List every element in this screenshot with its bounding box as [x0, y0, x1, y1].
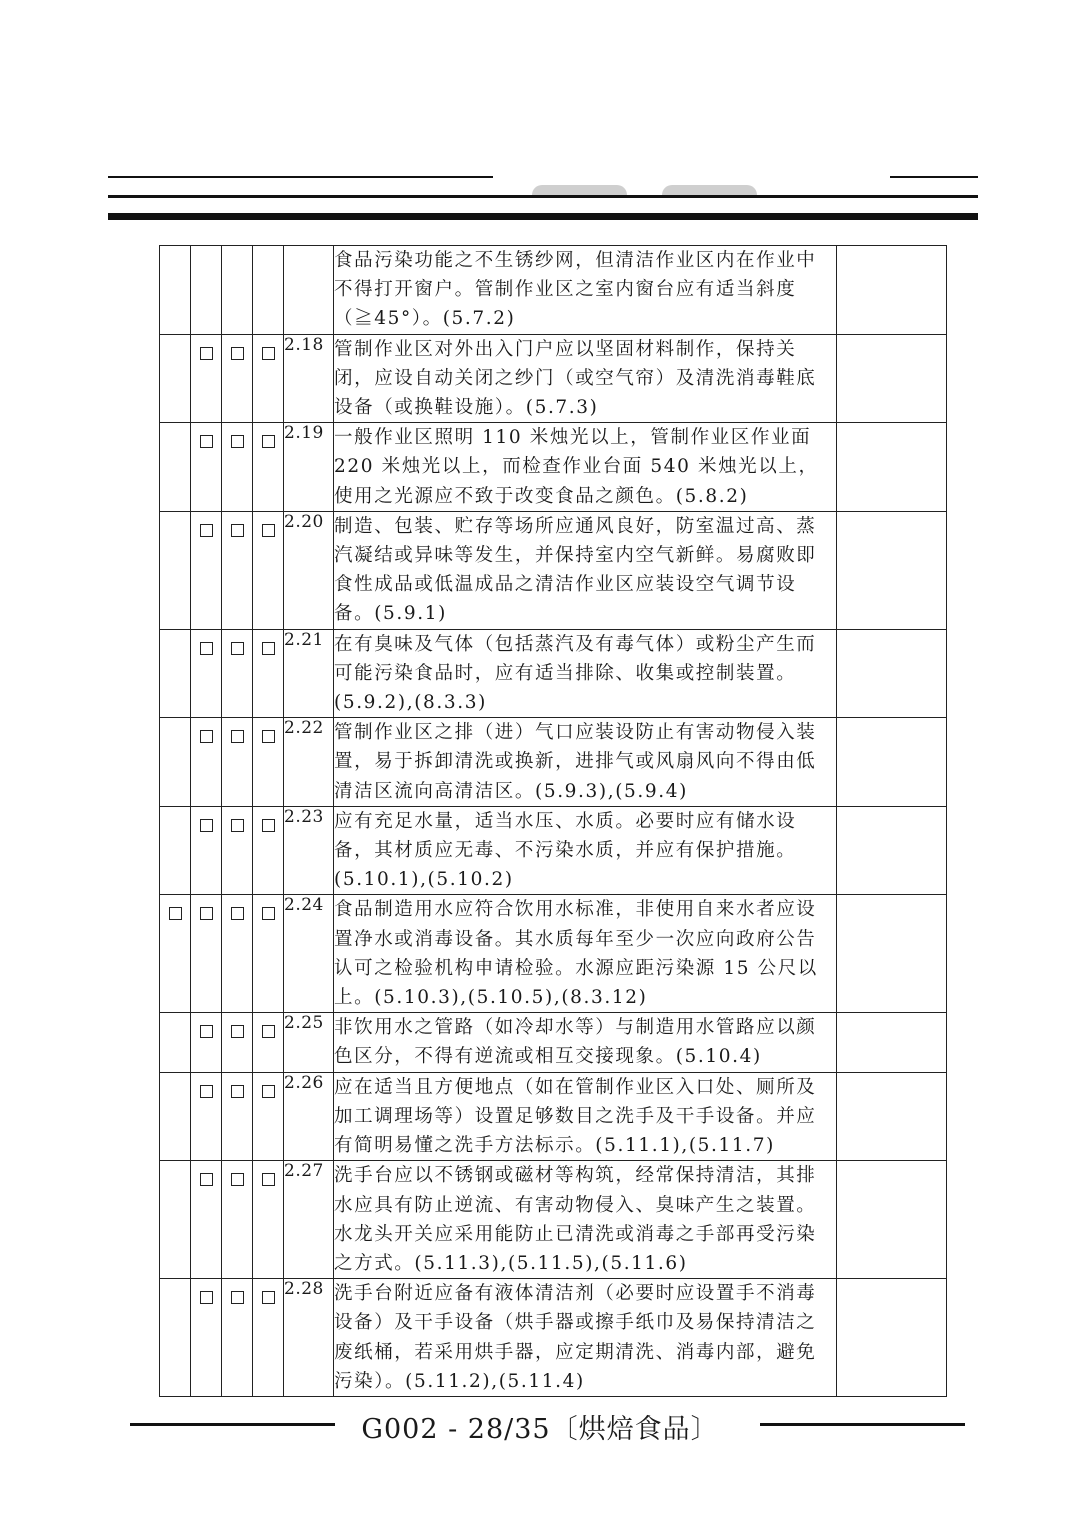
checkbox[interactable]: [262, 435, 275, 448]
item-text: 一般作业区照明 110 米烛光以上，管制作业区作业面 220 米烛光以上，而检查作业台面 540 米烛光以上，使用之光源应不致于改变食品之颜色。(5.8.2): [334, 423, 837, 512]
check-column-1: [160, 1013, 191, 1072]
checkbox[interactable]: [231, 435, 244, 448]
checkbox[interactable]: [200, 1291, 213, 1304]
check-column-3: [222, 1013, 253, 1072]
checkbox[interactable]: [200, 1173, 213, 1186]
check-column-2: [191, 1013, 222, 1072]
checklist-row: [160, 423, 947, 512]
item-number: 2.26: [284, 1072, 334, 1161]
remarks-cell[interactable]: [837, 423, 947, 512]
checkbox[interactable]: [200, 347, 213, 360]
check-column-1: [160, 629, 191, 718]
checkbox[interactable]: [231, 1291, 244, 1304]
checkbox[interactable]: [262, 1025, 275, 1038]
check-column-1: [160, 895, 191, 1013]
check-column-4: [253, 895, 284, 1013]
check-column-1: [160, 423, 191, 512]
check-column-3: [222, 246, 253, 335]
check-column-2: [191, 511, 222, 629]
remarks-cell[interactable]: [837, 1279, 947, 1397]
checklist-row: [160, 511, 947, 629]
checkbox[interactable]: [231, 907, 244, 920]
checkbox[interactable]: [231, 819, 244, 832]
check-column-4: [253, 718, 284, 807]
checkbox[interactable]: [231, 1025, 244, 1038]
item-text: 应在适当且方便地点（如在管制作业区入口处、厕所及加工调理场等）设置足够数目之洗手及干手设备。并应有简明易懂之洗手方法标示。(5.11.1),(5.11.7): [334, 1072, 837, 1161]
checkbox[interactable]: [262, 730, 275, 743]
checklist-row: [160, 246, 947, 335]
item-text: 制造、包装、贮存等场所应通风良好，防室温过高、蒸汽凝结或异味等发生，并保持室内空气新鲜。易腐败即食性成品或低温成品之清洁作业区应装设空气调节设备。(5.9.1): [334, 511, 837, 629]
checklist-row: [160, 718, 947, 807]
check-column-3: [222, 511, 253, 629]
checkbox[interactable]: [262, 1085, 275, 1098]
check-column-3: [222, 1279, 253, 1397]
checkbox[interactable]: [231, 347, 244, 360]
check-column-3: [222, 629, 253, 718]
checklist-row: [160, 334, 947, 423]
check-column-3: [222, 334, 253, 423]
check-column-2: [191, 718, 222, 807]
header-rule-thin-right: [890, 176, 978, 178]
checklist-row: [160, 806, 947, 895]
item-number: 2.19: [284, 423, 334, 512]
item-number: 2.18: [284, 334, 334, 423]
checklist-row: [160, 1279, 947, 1397]
check-column-1: [160, 334, 191, 423]
check-column-1: [160, 511, 191, 629]
checkbox[interactable]: [262, 1291, 275, 1304]
checkbox[interactable]: [200, 435, 213, 448]
check-column-4: [253, 1161, 284, 1279]
header-gray-mark-1: [532, 185, 627, 195]
item-number: [284, 246, 334, 335]
check-column-1: [160, 1279, 191, 1397]
item-number: 2.23: [284, 806, 334, 895]
checklist-table: [159, 245, 947, 1397]
check-column-4: [253, 334, 284, 423]
checkbox[interactable]: [231, 730, 244, 743]
check-column-3: [222, 806, 253, 895]
checkbox[interactable]: [262, 907, 275, 920]
item-text: 洗手台应以不锈钢或磁材等构筑，经常保持清洁，其排水应具有防止逆流、有害动物侵入、臭味产生之装置。水龙头开关应采用能防止已清洗或消毒之手部再受污染之方式。(5.11.3),(5.11.5),(5.11.6): [334, 1161, 837, 1279]
checkbox[interactable]: [200, 907, 213, 920]
check-column-4: [253, 511, 284, 629]
check-column-1: [160, 806, 191, 895]
check-column-3: [222, 423, 253, 512]
check-column-2: [191, 334, 222, 423]
header-rule-thin-left: [108, 176, 493, 178]
check-column-1: [160, 1072, 191, 1161]
item-number: 2.28: [284, 1279, 334, 1397]
item-number: 2.21: [284, 629, 334, 718]
check-column-4: [253, 423, 284, 512]
check-column-4: [253, 1279, 284, 1397]
check-column-2: [191, 1072, 222, 1161]
item-text: 管制作业区之排（进）气口应装设防止有害动物侵入装置，易于拆卸清洗或换新，进排气或风扇风向不得由低清洁区流向高清洁区。(5.9.3),(5.9.4): [334, 718, 837, 807]
remarks-cell[interactable]: [837, 1161, 947, 1279]
page-footer: G002 - 28/35〔烘焙食品〕: [361, 1414, 719, 1445]
checkbox[interactable]: [231, 1085, 244, 1098]
checkbox[interactable]: [231, 642, 244, 655]
check-column-2: [191, 423, 222, 512]
remarks-cell[interactable]: [837, 806, 947, 895]
item-number: 2.27: [284, 1161, 334, 1279]
item-text: 管制作业区对外出入门户应以坚固材料制作，保持关闭，应设自动关闭之纱门（或空气帘）及清洗消毒鞋底设备（或换鞋设施）。(5.7.3): [334, 334, 837, 423]
check-column-2: [191, 629, 222, 718]
checkbox[interactable]: [231, 524, 244, 537]
checkbox[interactable]: [200, 1025, 213, 1038]
item-text: 食品污染功能之不生锈纱网，但清洁作业区内在作业中不得打开窗户。管制作业区之室内窗台应有适当斜度（≧45°）。(5.7.2): [334, 246, 837, 335]
item-text: 在有臭味及气体（包括蒸汽及有毒气体）或粉尘产生而可能污染食品时，应有适当排除、收集或控制装置。(5.9.2),(8.3.3): [334, 629, 837, 718]
check-column-4: [253, 1072, 284, 1161]
check-column-2: [191, 246, 222, 335]
check-column-2: [191, 806, 222, 895]
checklist-row: [160, 629, 947, 718]
checkbox[interactable]: [200, 819, 213, 832]
check-column-3: [222, 718, 253, 807]
check-column-4: [253, 1013, 284, 1072]
check-column-4: [253, 806, 284, 895]
header-rule-middle: [108, 195, 978, 198]
remarks-cell[interactable]: [837, 895, 947, 1013]
item-number: 2.25: [284, 1013, 334, 1072]
item-number: 2.22: [284, 718, 334, 807]
checkbox[interactable]: [169, 907, 182, 920]
check-column-2: [191, 895, 222, 1013]
item-number: 2.20: [284, 511, 334, 629]
checkbox[interactable]: [200, 1085, 213, 1098]
checkbox[interactable]: [262, 642, 275, 655]
check-column-3: [222, 1072, 253, 1161]
remarks-cell[interactable]: [837, 1072, 947, 1161]
header-gray-mark-2: [662, 185, 757, 195]
item-number: 2.24: [284, 895, 334, 1013]
check-column-1: [160, 718, 191, 807]
checklist-row: [160, 1072, 947, 1161]
check-column-3: [222, 1161, 253, 1279]
footer-rule-right: [760, 1423, 965, 1426]
remarks-cell[interactable]: [837, 511, 947, 629]
checkbox[interactable]: [262, 819, 275, 832]
item-text: 洗手台附近应备有液体清洁剂（必要时应设置手不消毒设备）及干手设备（烘手器或擦手纸巾及易保持清洁之废纸桶，若采用烘手器，应定期清洗、消毒内部，避免污染）。(5.11.2),(5.11.4): [334, 1279, 837, 1397]
remarks-cell[interactable]: [837, 1013, 947, 1072]
checkbox[interactable]: [200, 730, 213, 743]
checklist-row: [160, 1161, 947, 1279]
remarks-cell[interactable]: [837, 629, 947, 718]
checkbox[interactable]: [262, 1173, 275, 1186]
checkbox[interactable]: [262, 347, 275, 360]
check-column-4: [253, 246, 284, 335]
remarks-cell[interactable]: [837, 246, 947, 335]
checkbox[interactable]: [262, 524, 275, 537]
check-column-1: [160, 1161, 191, 1279]
checkbox[interactable]: [231, 1173, 244, 1186]
check-column-1: [160, 246, 191, 335]
item-text: 食品制造用水应符合饮用水标准，非使用自来水者应设置净水或消毒设备。其水质每年至少一次应向政府公告认可之检验机构申请检验。水源应距污染源 15 公尺以上。(5.10.3),(5.10.5),(8.3.12): [334, 895, 837, 1013]
check-column-4: [253, 629, 284, 718]
check-column-3: [222, 895, 253, 1013]
checklist-row: [160, 895, 947, 1013]
checklist-row: [160, 1013, 947, 1072]
header-rule-thick: [108, 213, 978, 220]
item-text: 非饮用水之管路（如冷却水等）与制造用水管路应以颜色区分，不得有逆流或相互交接现象。(5.10.4): [334, 1013, 837, 1072]
check-column-2: [191, 1279, 222, 1397]
remarks-cell[interactable]: [837, 718, 947, 807]
item-text: 应有充足水量，适当水压、水质。必要时应有储水设备，其材质应无毒、不污染水质，并应有保护措施。(5.10.1),(5.10.2): [334, 806, 837, 895]
checkbox[interactable]: [200, 642, 213, 655]
checkbox[interactable]: [200, 524, 213, 537]
remarks-cell[interactable]: [837, 334, 947, 423]
check-column-2: [191, 1161, 222, 1279]
